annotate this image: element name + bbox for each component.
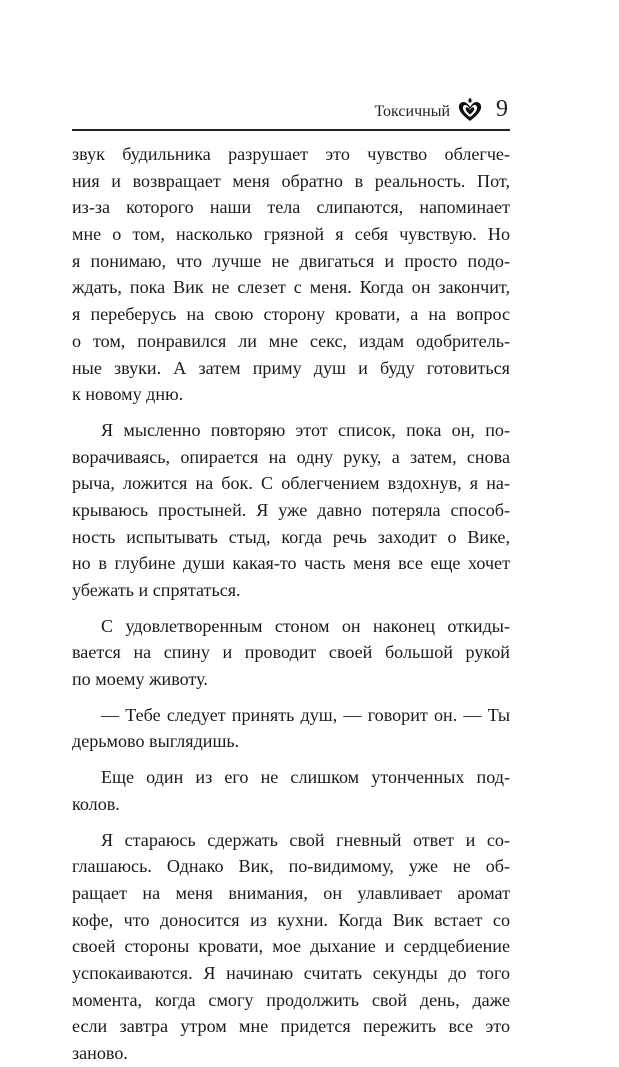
header-rule [72,129,510,131]
paragraph-gap [72,604,510,613]
text-line: рыча, ложится на бок. С облегчением вздохнув, я на- [72,473,510,494]
text-line: глашаюсь. Однако Вик, по-видимому, уже не об- [72,856,510,877]
text-line: по моему животу. [72,669,208,690]
text-line: кофе, что доносится из кухни. Когда Вик встает со [72,909,510,930]
page-header [72,92,510,132]
text-line: колов. [72,793,120,814]
text-line: С удовлетворенным стоном он наконец откиды- [101,615,510,636]
text-line: вается на спину и проводит своей большой рукой [72,642,510,663]
text-line: ные звуки. А затем приму душ и буду готовиться [72,357,510,378]
text-line: заново. [72,1043,128,1063]
text-line: ждать, пока Вик не слезет с меня. Когда он закончит, [72,277,510,298]
running-title: Токсичный [374,103,450,120]
text-line: крываюсь простыней. Я уже давно потеряла способ- [72,499,510,520]
text-line: если завтра утром мне придется пережить все это [72,1016,510,1037]
text-line: я переберусь на свою сторону кровати, а на вопрос [72,304,510,325]
text-line: о том, понравился ли мне секс, издам одобритель- [72,330,510,351]
text-line: ворачиваясь, опирается на одну руку, а затем, снова [72,446,510,467]
paragraph-gap [72,408,510,417]
text-line: Еще один из его не слишком утонченных под- [101,767,510,788]
text-line: я понимаю, что лучше не двигаться и просто подо- [72,250,510,271]
text-line: Я стараюсь сдержать свой гневный ответ и со- [101,829,510,850]
text-line: Я мысленно повторяю этот список, пока он, по- [101,419,510,440]
body-text [72,141,510,1067]
text-line: но в глубине души какая-то часть меня все еще хочет [72,553,510,574]
text-line: ния и возвращает меня обратно в реальность. Пот, [72,170,510,191]
paragraph-gap [72,693,510,702]
text-line: звук будильника разрушает это чувство облегче- [72,144,510,164]
text-line: ность испытывать стыд, когда речь заходит о Вике, [72,526,510,547]
text-line: убежать и спрятаться. [72,580,241,600]
text-line: успокаиваются. Я начинаю считать секунды до того [72,962,510,983]
heart-ornament-icon [456,97,484,125]
text-line: дерьмово выглядишь. [72,731,240,752]
page-number: 9 [496,96,508,122]
text-line: мне о том, насколько грязной я себя чувствую. Но [72,224,510,245]
text-line: к новому дню. [72,384,184,405]
paragraph-gap [72,818,510,827]
text-line: момента, когда смогу продолжить свой день, даже [72,989,510,1010]
text-line: своей стороны кровати, мое дыхание и сердцебиение [72,936,510,957]
text-line: из-за которого наши тела слипаются, напоминает [72,197,510,218]
text-line: — Тебе следует принять душ, — говорит он. — Ты [101,704,510,725]
text-line: ращает на меня внимания, он улавливает аромат [72,882,510,903]
paragraph-gap [72,755,510,764]
